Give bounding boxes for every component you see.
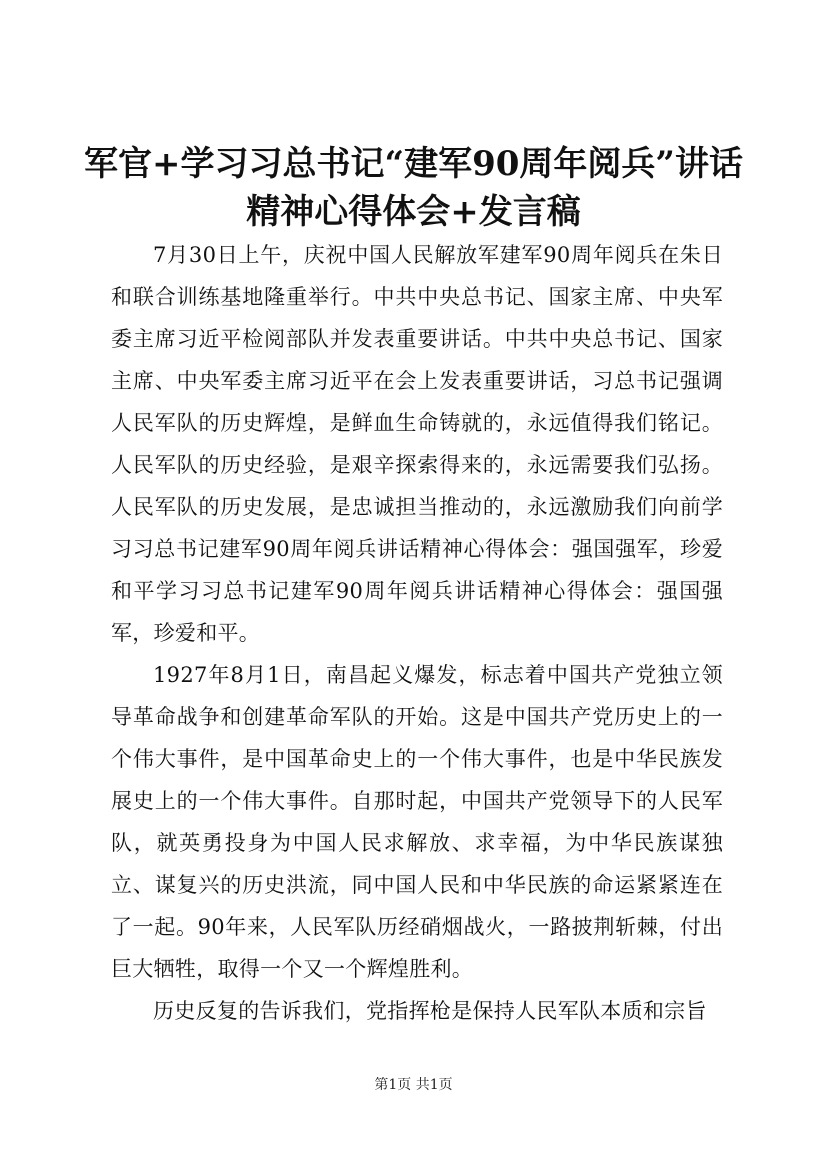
paragraph-3: 历史反复的告诉我们，党指挥枪是保持人民军队本质和宗旨 xyxy=(153,999,707,1023)
document-title xyxy=(0,140,827,236)
paragraph-2: 1927年8月1日，南昌起义爆发，标志着中国共产党独立领导革命战争和创建革命军队的开始。这是中国共产党历史上的一个伟大事件，是中国革命史上的一个伟大事件，也是中华民族发展史上的一个伟大事件。自那时起，中国共产党领导下的人民军队，就英勇投身为中国人民求解放、求幸福，为中华民族谋独立、谋复兴的历史洪流，同中国人民和中华民族的命运紧紧连在了一起。90年来，人民军队历经硝烟战火，一路披荆斩棘，付出巨大牺牲，取得一个又一个辉煌胜利。 xyxy=(111,663,723,981)
page-number-footer: 第1页 共1页 xyxy=(374,1077,453,1093)
document-body xyxy=(111,234,723,1032)
paragraph-1: 7月30日上午，庆祝中国人民解放军建军90周年阅兵在朱日和联合训练基地隆重举行。中共中央总书记、国家主席、中央军委主席习近平检阅部队并发表重要讲话。中共中央总书记、国家主席、中央军委主席习近平在会上发表重要讲话，习总书记强调人民军队的历史辉煌，是鲜血生命铸就的，永远值得我们铭记。人民军队的历史经验，是艰辛探索得来的，永远需要我们弘扬。人民军队的历史发展，是忠诚担当推动的，永远激励我们向前学习习总书记建军90周年阅兵讲话精神心得体会：强国强军，珍爱和平学习习总书记建军90周年阅兵讲话精神心得体会：强国强军，珍爱和平。 xyxy=(111,243,723,645)
title-line-2: 精神心得体会+发言稿 xyxy=(246,192,581,232)
title-line-1: 军官+学习习总书记“建军90周年阅兵”讲话 xyxy=(84,144,743,184)
